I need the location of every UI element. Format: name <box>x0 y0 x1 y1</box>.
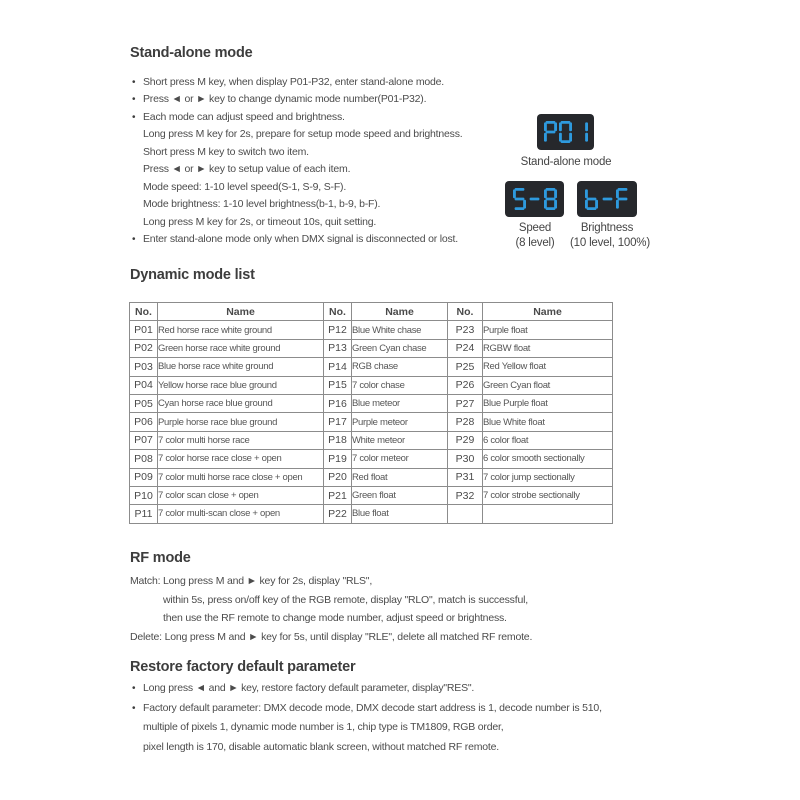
dynamic-heading: Dynamic mode list <box>130 267 255 283</box>
mode-name: Cyan horse race blue ground <box>158 394 324 412</box>
instruction-line <box>132 179 552 196</box>
mode-no: P32 <box>448 486 483 504</box>
restore-line <box>132 738 622 758</box>
rf-line <box>163 609 600 628</box>
table-row <box>130 505 613 523</box>
instruction-line <box>132 91 552 108</box>
mode-no: P06 <box>130 413 158 431</box>
rf-line <box>130 628 600 647</box>
mode-name: Blue Purple float <box>483 394 613 412</box>
rf-line <box>163 591 600 610</box>
mode-name: 7 color meteor <box>352 450 448 468</box>
col-header-name-3: Name <box>483 303 613 321</box>
mode-no: P12 <box>324 321 352 339</box>
mode-no: P14 <box>324 358 352 376</box>
mode-no: P01 <box>130 321 158 339</box>
mode-name: White meteor <box>352 431 448 449</box>
restore-text: pixel length is 170, disable automatic blank screen, without matched RF remote. <box>143 740 499 753</box>
table-row <box>130 376 613 394</box>
restore-line <box>132 699 622 719</box>
mode-name: 7 color horse race close + open <box>158 450 324 468</box>
table-row <box>130 450 613 468</box>
restore-text: Factory default parameter: DMX decode mode, DMX decode start address is 1, decode number is 510, <box>143 701 602 714</box>
instruction-text: Enter stand-alone mode only when DMX signal is disconnected or lost. <box>143 233 458 246</box>
rf-text: within 5s, press on/off key of the RGB remote, display "RLO", match is successful, <box>163 593 528 606</box>
instruction-text: Long press M key for 2s, or timeout 10s, quit setting. <box>143 215 377 228</box>
instruction-text: Each mode can adjust speed and brightness. <box>143 110 345 123</box>
standalone-lines <box>132 74 552 249</box>
mode-name: Red horse race white ground <box>158 321 324 339</box>
table-row <box>130 358 613 376</box>
restore-text: multiple of pixels 1, dynamic mode number is 1, chip type is TM1809, RGB order, <box>143 721 504 734</box>
mode-name: Purple horse race blue ground <box>158 413 324 431</box>
instruction-text: Mode brightness: 1-10 level brightness(b-1, b-9, b-F). <box>143 198 381 211</box>
mode-name: Green float <box>352 486 448 504</box>
led-display-speed <box>505 181 564 217</box>
mode-name: Blue White float <box>483 413 613 431</box>
col-header-no-1: No. <box>130 303 158 321</box>
instruction-text: Short press M key, when display P01-P32, enter stand-alone mode. <box>143 76 445 88</box>
mode-name: Purple meteor <box>352 413 448 431</box>
rf-lines <box>130 572 600 646</box>
bullet-dot: • <box>132 683 136 694</box>
mode-no: P31 <box>448 468 483 486</box>
instruction-line <box>132 126 552 143</box>
led-sublabel-speed: (8 level) <box>515 236 555 249</box>
mode-no: P15 <box>324 376 352 394</box>
rf-text: Delete: Long press M and ► key for 5s, until display "RLE", delete all matched RF remote. <box>130 630 533 643</box>
mode-no: P17 <box>324 413 352 431</box>
mode-name: Yellow horse race blue ground <box>158 376 324 394</box>
col-header-no-3: No. <box>448 303 483 321</box>
table-row <box>130 431 613 449</box>
mode-no: P24 <box>448 339 483 357</box>
rf-text: then use the RF remote to change mode number, adjust speed or brightness. <box>163 612 507 624</box>
mode-name: Blue horse race white ground <box>158 358 324 376</box>
mode-name: 7 color strobe sectionally <box>483 486 613 504</box>
mode-name: 7 color jump sectionally <box>483 468 613 486</box>
instruction-text: Short press M key to switch two item. <box>143 145 309 158</box>
mode-name: 6 color float <box>483 431 613 449</box>
mode-name: Green Cyan float <box>483 376 613 394</box>
mode-no: P09 <box>130 468 158 486</box>
instruction-line <box>132 109 552 126</box>
mode-no: P23 <box>448 321 483 339</box>
mode-no: P13 <box>324 339 352 357</box>
table-row <box>130 339 613 357</box>
instruction-text: Press ◄ or ► key to change dynamic mode number(P01-P32). <box>143 93 427 106</box>
table-row <box>130 394 613 412</box>
mode-no: P28 <box>448 413 483 431</box>
led-label-brightness: Brightness <box>580 222 634 234</box>
mode-name: Red Yellow float <box>483 358 613 376</box>
led-display-mode <box>537 114 594 150</box>
mode-name: RGB chase <box>352 358 448 376</box>
mode-no: P03 <box>130 358 158 376</box>
led-sublabel-brightness: (10 level, 100%) <box>570 236 650 249</box>
mode-name: 7 color multi-scan close + open <box>158 505 324 523</box>
mode-name: Blue meteor <box>352 394 448 412</box>
mode-no: P27 <box>448 394 483 412</box>
mode-no: P05 <box>130 394 158 412</box>
led-display-brightness <box>577 181 637 217</box>
instruction-text: Press ◄ or ► key to setup value of each item. <box>143 163 351 176</box>
mode-no: P18 <box>324 431 352 449</box>
col-header-name-2: Name <box>352 303 448 321</box>
mode-no: P30 <box>448 450 483 468</box>
mode-no: P21 <box>324 486 352 504</box>
mode-no: P25 <box>448 358 483 376</box>
bullet-dot: • <box>132 94 136 106</box>
instruction-line <box>132 196 552 213</box>
mode-name: Blue float <box>352 505 448 523</box>
instruction-text: Long press M key for 2s, prepare for setup mode speed and brightness. <box>143 128 463 141</box>
table-row <box>130 468 613 486</box>
mode-no: P11 <box>130 505 158 523</box>
instruction-line <box>132 231 552 248</box>
table-header-row <box>130 303 613 321</box>
mode-name: Purple float <box>483 321 613 339</box>
mode-name: Red float <box>352 468 448 486</box>
mode-name <box>483 505 613 523</box>
bullet-dot: • <box>132 702 136 714</box>
instruction-line <box>132 214 552 231</box>
mode-no: P10 <box>130 486 158 504</box>
mode-name: 6 color smooth sectionally <box>483 450 613 468</box>
dynamic-mode-table <box>129 302 613 524</box>
instruction-line <box>132 74 552 91</box>
mode-no: P20 <box>324 468 352 486</box>
mode-name: 7 color multi horse race close + open <box>158 468 324 486</box>
mode-no: P22 <box>324 505 352 523</box>
led-label-mode: Stand-alone mode <box>520 156 612 168</box>
mode-no: P02 <box>130 339 158 357</box>
restore-line <box>132 679 622 699</box>
mode-name: Green Cyan chase <box>352 339 448 357</box>
table-row <box>130 486 613 504</box>
restore-lines <box>132 679 622 757</box>
standalone-heading: Stand-alone mode <box>130 45 253 61</box>
mode-no: P19 <box>324 450 352 468</box>
col-header-no-2: No. <box>324 303 352 321</box>
table-row <box>130 413 613 431</box>
mode-name: Green horse race white ground <box>158 339 324 357</box>
mode-no: P08 <box>130 450 158 468</box>
rf-heading: RF mode <box>130 550 191 566</box>
restore-line <box>132 718 622 738</box>
mode-name: RGBW float <box>483 339 613 357</box>
mode-no: P04 <box>130 376 158 394</box>
bullet-dot: • <box>132 234 136 246</box>
mode-no: P29 <box>448 431 483 449</box>
restore-heading: Restore factory default parameter <box>130 659 356 675</box>
mode-name: Blue White chase <box>352 321 448 339</box>
col-header-name-1: Name <box>158 303 324 321</box>
instruction-line <box>132 161 552 178</box>
bullet-dot: • <box>132 111 136 123</box>
mode-no: P26 <box>448 376 483 394</box>
instruction-line <box>132 144 552 161</box>
rf-line <box>130 572 600 591</box>
led-label-speed: Speed <box>518 222 552 234</box>
mode-name: 7 color scan close + open <box>158 486 324 504</box>
mode-no: P07 <box>130 431 158 449</box>
instruction-text: Mode speed: 1-10 level speed(S-1, S-9, S-F). <box>143 180 347 193</box>
mode-no <box>448 505 483 523</box>
mode-no: P16 <box>324 394 352 412</box>
bullet-dot: • <box>132 77 136 88</box>
restore-text: Long press ◄ and ► key, restore factory default parameter, display"RES". <box>143 682 475 694</box>
mode-name: 7 color chase <box>352 376 448 394</box>
mode-name: 7 color multi horse race <box>158 431 324 449</box>
rf-text: Match: Long press M and ► key for 2s, display "RLS", <box>130 575 373 587</box>
table-row <box>130 321 613 339</box>
